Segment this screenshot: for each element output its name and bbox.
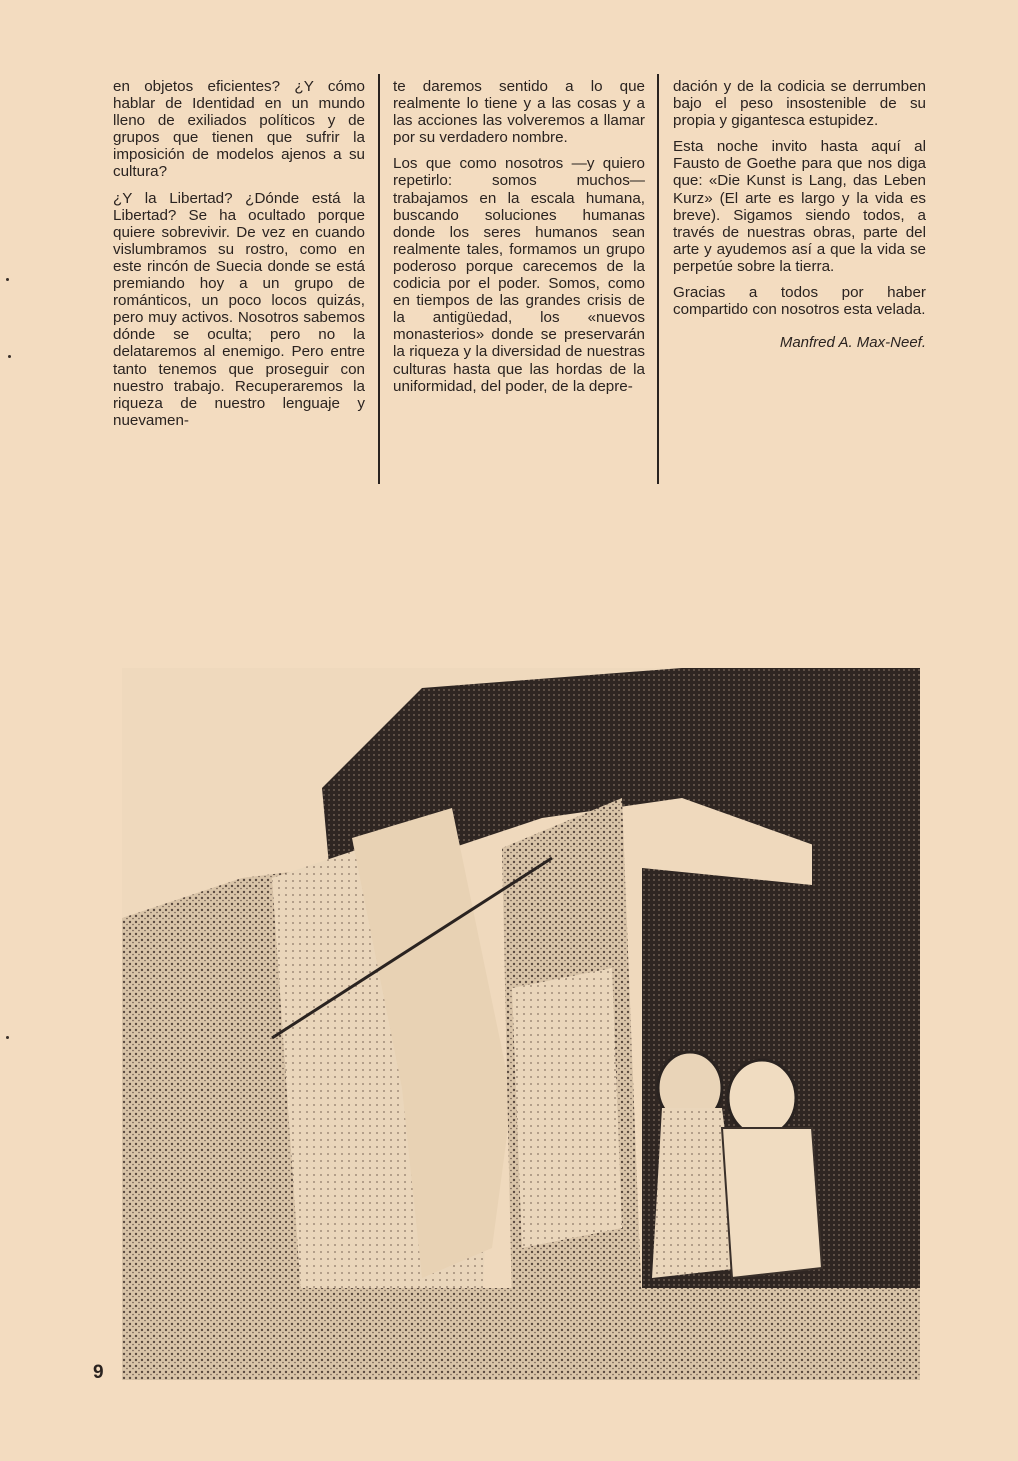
column-divider: [657, 74, 659, 484]
text-column-1: [113, 78, 365, 438]
paragraph: Esta noche invito hasta aquí al Fausto de Goethe para que nos diga que: «Die Kunst is Lang, das Leben Kurz» (El arte es largo y la vida es breve). Sigamos siendo todos, a través de nuestras obras, parte del arte y ayudemos así a que la vida se perpetúe sobre la tierra.: [673, 138, 926, 275]
print-speck: [6, 278, 9, 281]
print-speck: [8, 355, 11, 358]
text-column-3: [673, 78, 926, 351]
shack-photograph: [122, 668, 920, 1380]
paragraph: dación y de la codicia se derrumben bajo el peso insostenible de su propia y gigantesca estupidez.: [673, 78, 926, 130]
paragraph: Los que como nosotros —y quiero repetirlo: somos muchos— trabajamos en la escala humana, buscando soluciones humanas donde los seres humanos sean realmente tales, formamos un grupo poderoso porque carecemos de la codicia por el poder. Somos, como en tiempos de las grandes crisis de la antigüedad, los «nuevos monasterios» donde se preservarán la riqueza y la diversidad de nuestras culturas hasta que las hordas de la uniformidad, del poder, de la depre-: [393, 155, 645, 395]
author-signature: Manfred A. Max-Neef.: [779, 334, 926, 352]
paragraph: Gracias a todos por haber compartido con nosotros esta velada.: [673, 284, 926, 319]
column-divider: [378, 74, 380, 484]
paragraph: te daremos sentido a lo que realmente lo tiene y a las cosas y a las acciones las volveremos a llamar por su verdadero nombre.: [393, 78, 645, 147]
print-speck: [6, 1036, 9, 1039]
paragraph: ¿Y la Libertad? ¿Dónde está la Libertad? Se ha ocultado porque quiere sobrevivir. De vez en cuando vislumbramos su rostro, como en este rincón de Suecia donde se está premiando hoy a un grupo de románticos, un poco locos quizás, pero muy activos. Nosotros sabemos dónde se oculta; pero no la delataremos al enemigo. Pero entre tanto tenemos que proseguir con nuestro trabajo. Recuperaremos la riqueza de nuestro lenguaje y nuevamen-: [113, 189, 365, 429]
paragraph: en objetos eficientes? ¿Y cómo hablar de Identidad en un mundo lleno de exiliados políticos y de grupos que tienen que sufrir la imposición de modelos ajenos a su cultura?: [113, 78, 365, 181]
text-column-2: [393, 78, 645, 404]
page-number: 9: [93, 1362, 104, 1383]
